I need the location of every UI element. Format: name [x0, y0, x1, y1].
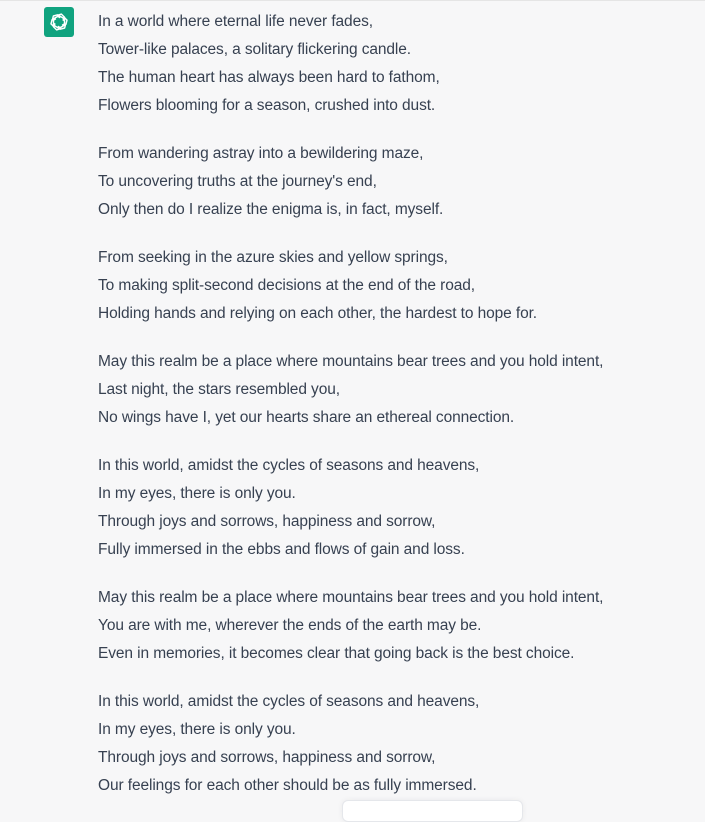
poem-line: In this world, amidst the cycles of seasons and heavens, [98, 457, 480, 474]
poem-line: In my eyes, there is only you. [98, 485, 296, 502]
poem-line: Through joys and sorrows, happiness and sorrow, [98, 513, 436, 530]
poem-stanza [98, 8, 688, 120]
openai-logo-icon [48, 11, 70, 33]
poem-line: To making split-second decisions at the end of the road, [98, 277, 475, 294]
poem-line: May this realm be a place where mountains bear trees and you hold intent, [98, 353, 604, 370]
poem-line: To uncovering truths at the journey's end, [98, 173, 377, 190]
scroll-to-bottom-button[interactable] [342, 800, 523, 822]
poem-line: Even in memories, it becomes clear that going back is the best choice. [98, 645, 575, 662]
poem-stanza [98, 348, 688, 432]
poem-stanza [98, 688, 688, 800]
poem-stanza [98, 584, 688, 668]
poem-line: Holding hands and relying on each other, the hardest to hope for. [98, 305, 538, 322]
poem-line: Flowers blooming for a season, crushed into dust. [98, 97, 436, 114]
assistant-message [98, 8, 688, 820]
poem-line: In my eyes, there is only you. [98, 721, 296, 738]
poem-line: Only then do I realize the enigma is, in fact, myself. [98, 201, 444, 218]
assistant-avatar [44, 7, 74, 37]
poem-line: Fully immersed in the ebbs and flows of gain and loss. [98, 541, 465, 558]
poem-line: From wandering astray into a bewildering maze, [98, 145, 424, 162]
poem-line: In a world where eternal life never fades, [98, 13, 373, 30]
poem-line: The human heart has always been hard to fathom, [98, 69, 440, 86]
poem-line: In this world, amidst the cycles of seasons and heavens, [98, 693, 480, 710]
top-divider [0, 0, 705, 1]
poem-stanza [98, 244, 688, 328]
poem-line: Tower-like palaces, a solitary flickering candle. [98, 41, 411, 58]
poem-line: Last night, the stars resembled you, [98, 381, 340, 398]
poem-stanza [98, 140, 688, 224]
poem-line: Through joys and sorrows, happiness and sorrow, [98, 749, 436, 766]
poem-line: From seeking in the azure skies and yellow springs, [98, 249, 448, 266]
poem-line: Our feelings for each other should be as fully immersed. [98, 777, 477, 794]
poem-stanza [98, 452, 688, 564]
poem-line: You are with me, wherever the ends of the earth may be. [98, 617, 482, 634]
poem-line: May this realm be a place where mountains bear trees and you hold intent, [98, 589, 604, 606]
poem-line: No wings have I, yet our hearts share an ethereal connection. [98, 409, 515, 426]
